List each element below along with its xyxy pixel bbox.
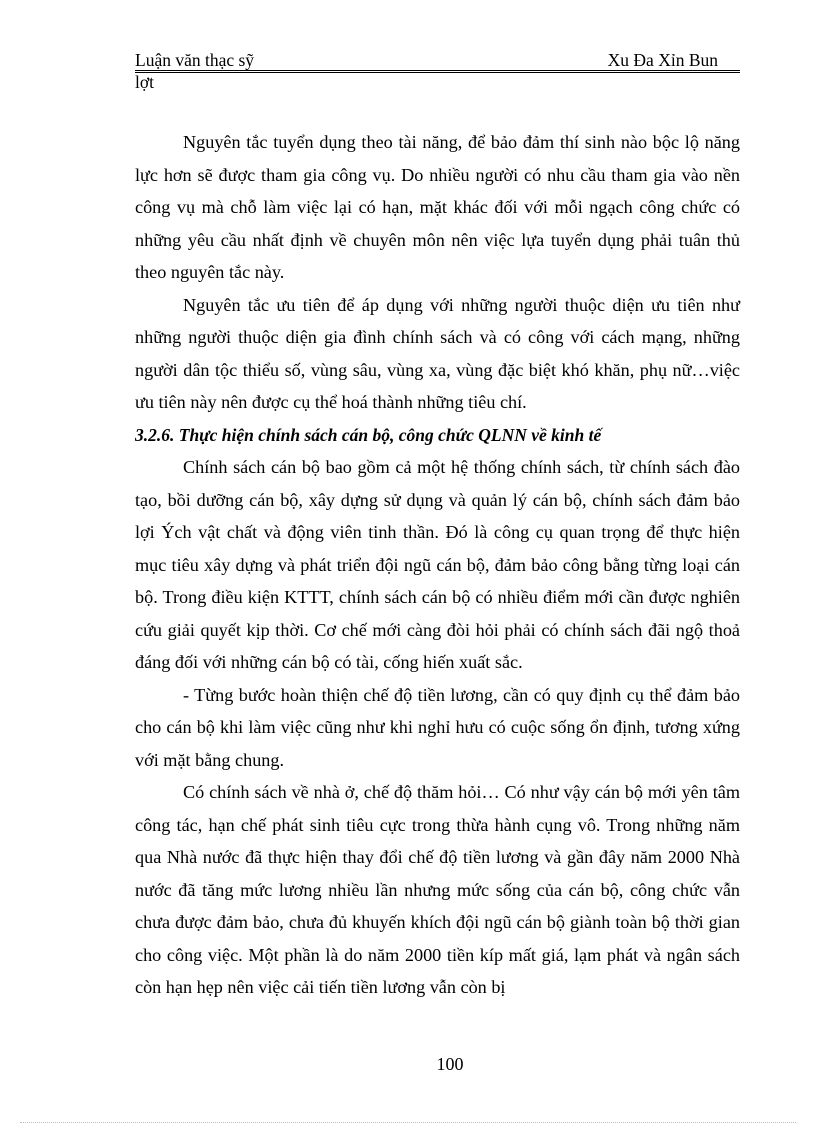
paragraph-housing-policy: Có chính sách về nhà ở, chế độ thăm hỏi… Có như vậy cán bộ mới yên tâm công tác, hạn chế phát sinh tiêu cực trong thừa hành cụng vô. Trong những năm qua Nhà nước đã thực hiện thay đổi chế độ tiền lương và gần đây năm 2000 Nhà nước đã tăng mức lương nhiều lần nhưng mức sống của cán bộ, công chức vẫn chưa được đảm bảo, chưa đủ khuyến khích đội ngũ cán bộ giành toàn bộ thời gian cho công việc. Một phần là do năm 2000 tiền kíp mất giá, lạm phát và ngân sách còn hạn hẹp nên việc cải tiến tiền lương vẫn còn bị	[135, 782, 740, 997]
page-number: 100	[436, 1054, 464, 1074]
header-thesis-label: Luận văn thạc sỹ	[135, 50, 255, 70]
section-heading: 3.2.6. Thực hiện chính sách cán bộ, công chức QLNN về kinh tế	[135, 424, 602, 445]
header-author-name: Xu Đa Xỉn Bun	[607, 50, 718, 70]
paragraph-cadre-policy: Chính sách cán bộ bao gồm cả một hệ thống chính sách, từ chính sách đào tạo, bồi dưỡng cán bộ, xây dựng sử dụng và quản lý cán bộ, chính sách đảm bảo lợi Ých vật chất và động viên tinh thần. Đó là công cụ quan trọng để thực hiện mục tiêu xây dựng và phát triển đội ngũ cán bộ, đảm bảo công bằng từng loại cán bộ. Trong điều kiện KTTT, chính sách cán bộ có nhiều điểm mới cần được nghiên cứu giải quyết kịp thời. Cơ chế mới càng đòi hỏi phải có chính sách đãi ngộ thoả đáng đối với những cán bộ có tài, cống hiến xuất sắc.	[135, 457, 740, 672]
header-wrap-text: lợt	[135, 72, 154, 92]
paragraph-salary-reform: - Từng bước hoàn thiện chế độ tiền lương, cần có quy định cụ thể đảm bảo cho cán bộ khi làm việc cũng như khi nghỉ hưu có cuộc sống ổn định, tương xứng với mặt bằng chung.	[135, 684, 740, 770]
paragraph-recruitment-talent: Nguyên tắc tuyển dụng theo tài năng, để bảo đảm thí sinh nào bộc lộ năng lực hơn sẽ được tham gia công vụ. Do nhiều người có nhu cầu tham gia vào nền công vụ mà chỗ làm việc lại có hạn, mặt khác đối với mỗi ngạch công chức có những yêu cầu nhất định về chuyên môn nên việc lựa tuyển dụng phải tuân thủ theo nguyên tắc này.	[135, 132, 740, 282]
paragraph-recruitment-priority: Nguyên tắc ưu tiên để áp dụng với những người thuộc diện ưu tiên như những người thuộc diện gia đình chính sách và có công với cách mạng, những người dân tộc thiểu số, vùng sâu, vùng xa, vùng đặc biệt khó khăn, phụ nữ…việc ưu tiên này nên được cụ thể hoá thành những tiêu chí.	[135, 294, 740, 412]
body-text	[135, 126, 740, 1004]
page-header	[135, 50, 740, 73]
